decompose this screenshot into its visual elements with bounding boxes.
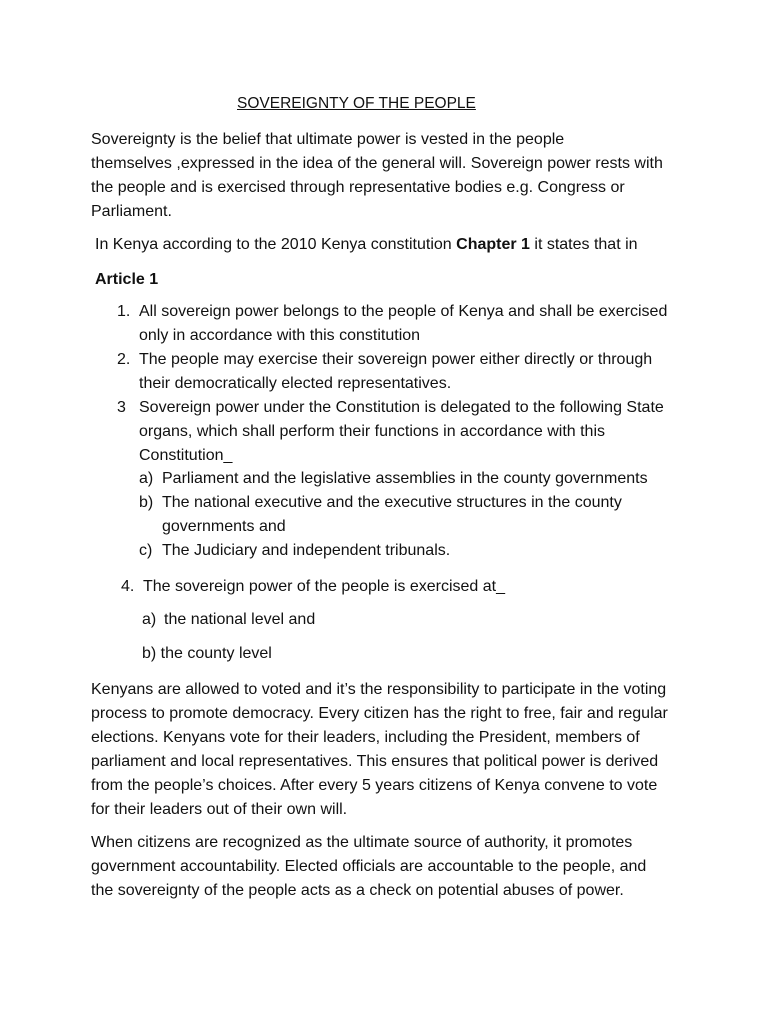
accountability-paragraph (91, 831, 691, 903)
paragraph-line: government accountability. Elected officials are accountable to the people, and (91, 858, 647, 875)
sub-item-line: Parliament and the legislative assemblies in the county governments (162, 470, 648, 487)
sub-item-letter: c) (139, 542, 153, 559)
clause-number: 4. (121, 578, 135, 595)
clause-line: their democratically elected representatives. (139, 375, 452, 392)
voting-paragraph (91, 678, 691, 822)
kenya-line-after: it states that in (529, 236, 638, 253)
sub-item-line: The Judiciary and independent tribunals. (162, 542, 451, 559)
paragraph-line: Kenyans are allowed to voted and it’s the responsibility to participate in the voting (91, 681, 667, 698)
intro-paragraph (91, 128, 691, 224)
document-title: SOVEREIGNTY OF THE PEOPLE (237, 95, 476, 112)
paragraph-line: the sovereignty of the people acts as a check on potential abuses of power. (91, 882, 624, 899)
paragraph-line: When citizens are recognized as the ultimate source of authority, it promotes (91, 834, 633, 851)
sub-item-line: governments and (162, 518, 286, 535)
sub-item-line: b) the county level (142, 645, 272, 662)
kenya-constitution-line (95, 233, 695, 257)
intro-line: Parliament. (91, 203, 172, 220)
paragraph-line: process to promote democracy. Every citizen has the right to free, fair and regular (91, 705, 668, 722)
kenya-line-before: In Kenya according to the 2010 Kenya constitution (95, 236, 457, 253)
clause-line: organs, which shall perform their functions in accordance with this (139, 423, 605, 440)
paragraph-line: for their leaders out of their own will. (91, 801, 348, 818)
paragraph-line: from the people’s choices. After every 5 years citizens of Kenya convene to vote (91, 777, 658, 794)
paragraph-line: elections. Kenyans vote for their leaders, including the President, members of (91, 729, 640, 746)
sub-item-letter: a) (139, 470, 154, 487)
intro-line: Sovereignty is the belief that ultimate power is vested in the people (91, 131, 565, 148)
chapter-reference: Chapter 1 (456, 236, 530, 253)
sub-item-line: The national executive and the executive structures in the county (162, 494, 622, 511)
clause-line: Constitution_ (139, 447, 233, 464)
clause-number: 2. (117, 351, 131, 368)
paragraph-line: parliament and local representatives. This ensures that political power is derived (91, 753, 659, 770)
clause-line: All sovereign power belongs to the people of Kenya and shall be exercised (139, 303, 668, 320)
sub-item-letter: a) (142, 611, 157, 628)
intro-line: the people and is exercised through representative bodies e.g. Congress or (91, 179, 625, 196)
clause-line: only in accordance with this constitution (139, 327, 421, 344)
clause-number: 1. (117, 303, 131, 320)
article-heading: Article 1 (95, 271, 159, 288)
clause-line: The people may exercise their sovereign power either directly or through (139, 351, 653, 368)
sub-item-line: the national level and (164, 611, 316, 628)
clause-line: Sovereign power under the Constitution is delegated to the following State (139, 399, 664, 416)
sub-item-letter: b) (139, 494, 154, 511)
intro-line: themselves ,expressed in the idea of the general will. Sovereign power rests with (91, 155, 663, 172)
clause-number: 3 (117, 399, 126, 416)
clause-line: The sovereign power of the people is exercised at_ (143, 578, 505, 595)
